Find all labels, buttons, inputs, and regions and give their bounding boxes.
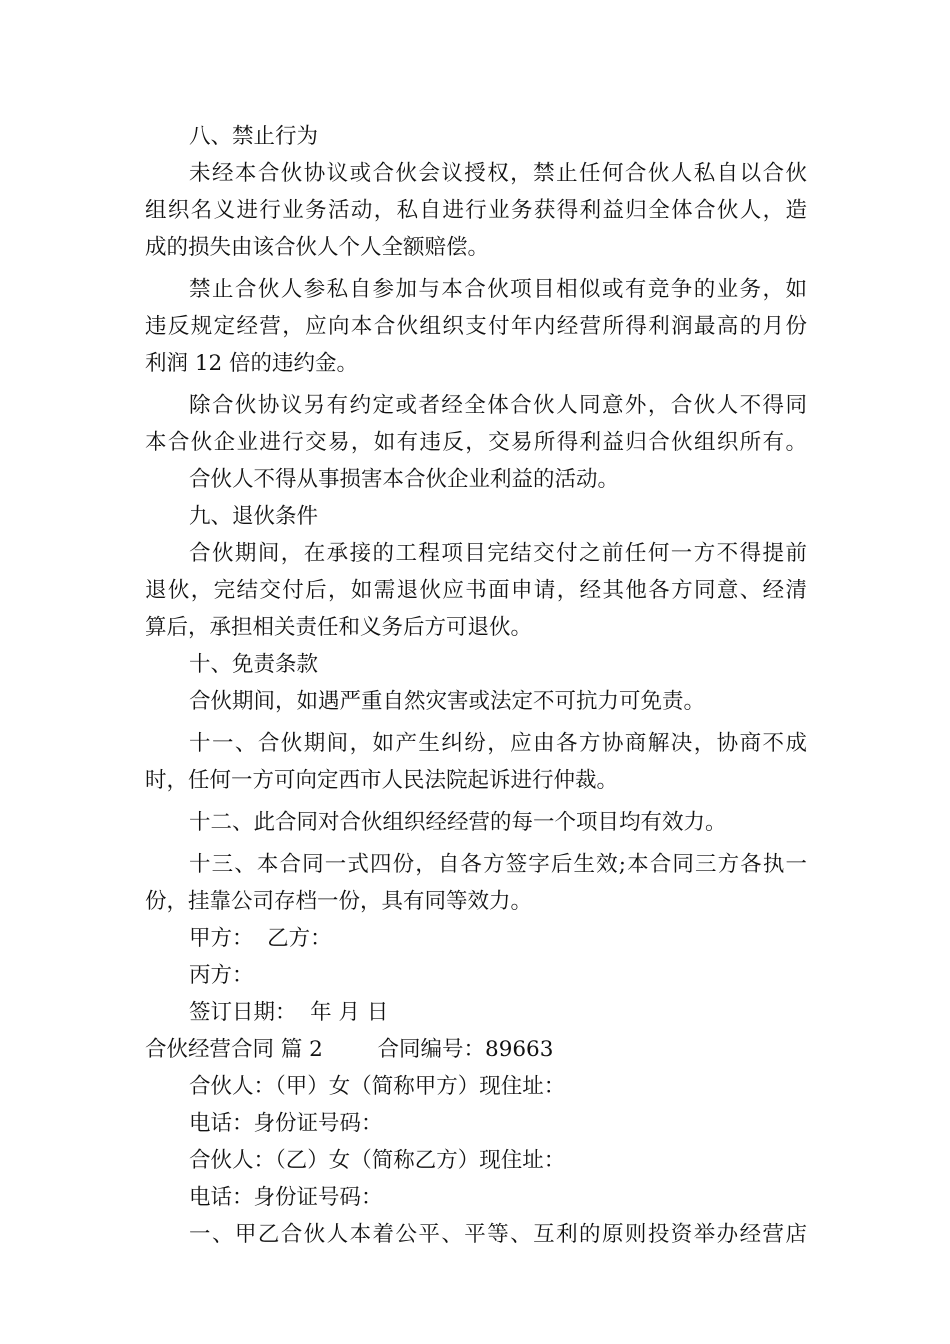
paragraph-line: 合伙期间，如遇严重自然灾害或法定不可抗力可免责。 [189, 689, 706, 714]
paragraph-line: 合伙期间，在承接的工程项目完结交付之前任何一方不得提前 [189, 541, 807, 566]
paragraph-line: 利润 12 倍的违约金。 [145, 351, 359, 376]
paragraph-line: 一、甲乙合伙人本着公平、平等、互利的原则投资举办经营店 [189, 1222, 807, 1247]
section-heading: 十、免责条款 [189, 652, 319, 677]
partner-b-info: 合伙人：（乙）女（简称乙方）现住址： [189, 1148, 566, 1173]
paragraph-line: 成的损失由该合伙人个人全额赔偿。 [145, 235, 490, 260]
partner-b-contact: 电话：身份证号码： [189, 1185, 383, 1210]
paragraph-line: 时，任何一方可向定西市人民法院起诉进行仲裁。 [145, 768, 619, 793]
paragraph-line: 退伙，完结交付后，如需退伙应书面申请，经其他各方同意、经清 [145, 578, 807, 603]
signature-party-ab: 甲方： 乙方： [189, 926, 332, 951]
paragraph-line: 组织名义进行业务活动，私自进行业务获得利益归全体合伙人，造 [145, 198, 807, 223]
paragraph-line: 未经本合伙协议或合伙会议授权，禁止任何合伙人私自以合伙 [189, 161, 807, 186]
signature-party-c: 丙方： [189, 963, 254, 988]
paragraph-line: 禁止合伙人参私自参加与本合伙项目相似或有竞争的业务，如 [189, 277, 807, 302]
contract-heading: 合伙经营合同 篇 2 合同编号：89663 [145, 1037, 554, 1062]
paragraph-line: 本合伙企业进行交易，如有违反，交易所得利益归合伙组织所有。 [145, 430, 807, 455]
paragraph-line: 十一、合伙期间，如产生纠纷，应由各方协商解决，协商不成 [189, 731, 807, 756]
paragraph-line: 除合伙协议另有约定或者经全体合伙人同意外，合伙人不得同 [189, 393, 807, 418]
paragraph-line: 算后，承担相关责任和义务后方可退伙。 [145, 615, 533, 640]
document-body [145, 118, 807, 1253]
paragraph-line: 十三、本合同一式四份，自各方签字后生效;本合同三方各执一 [189, 852, 807, 877]
partner-a-info: 合伙人：（甲）女（简称甲方）现住址： [189, 1074, 566, 1099]
section-heading: 九、退伙条件 [189, 504, 319, 529]
paragraph-line: 违反规定经营，应向本合伙组织支付年内经营所得利润最高的月份 [145, 314, 807, 339]
partner-a-contact: 电话：身份证号码： [189, 1111, 383, 1136]
signing-date: 签订日期： 年 月 日 [189, 1000, 389, 1025]
paragraph-line: 份，挂靠公司存档一份，具有同等效力。 [145, 889, 533, 914]
paragraph-line: 十二、此合同对合伙组织经经营的每一个项目均有效力。 [189, 810, 727, 835]
paragraph-line: 合伙人不得从事损害本合伙企业利益的活动。 [189, 467, 620, 492]
section-heading: 八、禁止行为 [189, 124, 319, 149]
